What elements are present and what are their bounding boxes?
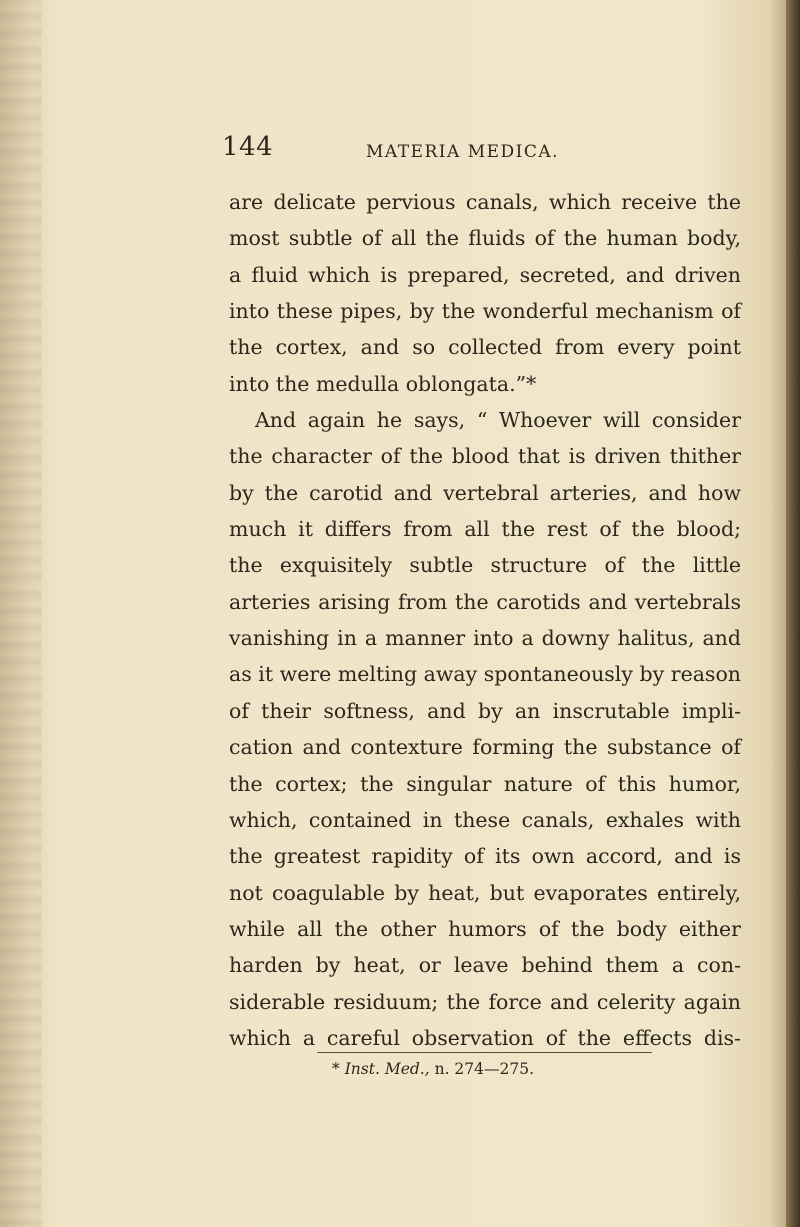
text-line: into these pipes, by the wonderful mechanism of (229, 299, 741, 324)
page-number: 144 (222, 132, 274, 162)
footnote-reference: n. 274—275. (434, 1060, 535, 1078)
footnote-source: Inst. Med., (344, 1060, 430, 1078)
text-line: which, contained in these canals, exhales with (229, 807, 741, 832)
text-line: the cortex, and so collected from every point (229, 335, 741, 360)
text-line: are delicate pervious canals, which receive the (229, 190, 741, 214)
page-header (222, 132, 742, 172)
text-line: cation and contexture forming the substance of (229, 735, 741, 760)
text-line: harden by heat, or leave behind them a con- (229, 953, 741, 978)
text-line: into the medulla oblongata.”* (229, 371, 537, 396)
text-line: by the carotid and vertebral arteries, and how (229, 480, 741, 505)
text-line: the exquisitely subtle structure of the little (229, 553, 741, 578)
text-line: And again he says, “ Whoever will consider (255, 408, 741, 433)
footnote-divider (317, 1052, 652, 1053)
page-binding-shadow (0, 0, 42, 1227)
text-line: the greatest rapidity of its own accord, and is (229, 844, 741, 869)
footnote (332, 1060, 534, 1078)
text-line: of their softness, and by an inscrutable impli- (229, 698, 741, 723)
text-line: while all the other humors of the body either (229, 916, 741, 941)
text-line: vanishing in a manner into a downy halitus, and (229, 626, 741, 651)
text-line: not coagulable by heat, but evaporates entirely, (229, 880, 741, 905)
text-line: the character of the blood that is driven thither (229, 444, 741, 469)
text-line: much it differs from all the rest of the blood; (229, 517, 741, 542)
text-line: as it were melting away spontaneously by reason (229, 662, 741, 687)
text-line: most subtle of all the fluids of the human body, (229, 226, 741, 251)
text-line: arteries arising from the carotids and vertebrals (229, 589, 741, 614)
text-line: siderable residuum; the force and celerity again (229, 989, 741, 1014)
text-line: the cortex; the singular nature of this humor, (229, 771, 741, 796)
running-head: MATERIA MEDICA. (366, 142, 560, 162)
page-edge-shadow (786, 0, 800, 1227)
text-line: which a careful observation of the effects dis- (229, 1025, 741, 1050)
footnote-marker: * (332, 1060, 340, 1078)
text-line: a fluid which is prepared, secreted, and driven (229, 262, 741, 287)
body-text (229, 184, 741, 1056)
